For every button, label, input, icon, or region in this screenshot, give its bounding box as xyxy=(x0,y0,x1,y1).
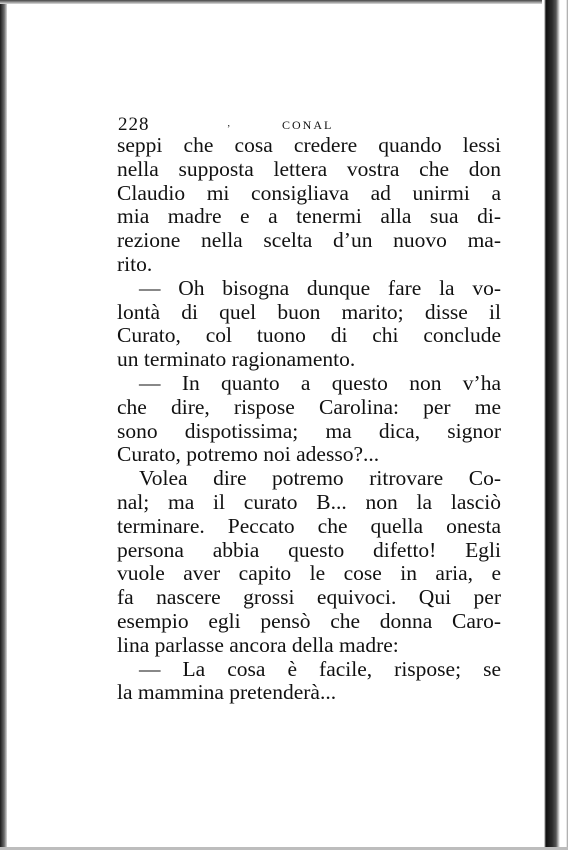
text-line: sono dispotissima; ma dica, signor xyxy=(117,418,501,443)
text-line: nella supposta lettera vostra che don xyxy=(117,156,501,181)
running-title: CONAL xyxy=(282,118,334,132)
page-number: 228 xyxy=(118,114,150,135)
text-line: Claudio mi consigliava ad unirmi a xyxy=(117,180,501,205)
text-line: rezione nella scelta d’un nuovo ma- xyxy=(117,228,501,253)
text-line: — In quanto a questo non v’ha xyxy=(139,370,501,395)
text-line: vuole aver capito le cose in aria, e xyxy=(117,561,501,586)
text-line: Volea dire potremo ritrovare Co- xyxy=(139,466,501,491)
text-line: — La cosa è facile, rispose; se xyxy=(139,656,501,681)
text-line: nal; ma il curato B... non la lasciò xyxy=(117,489,501,514)
text-line: un terminato ragionamento. xyxy=(117,347,356,372)
book-spine-edge xyxy=(542,0,568,850)
text-line: Curato, potremo noi adesso?... xyxy=(117,442,380,467)
text-line: lina parlasse ancora della madre: xyxy=(117,632,399,657)
body-text xyxy=(117,134,501,705)
text-line: che dire, rispose Carolina: per me xyxy=(117,394,501,419)
text-line: esempio egli pensò che donna Caro- xyxy=(117,608,501,633)
text-line: la mammina pretenderà... xyxy=(117,680,337,705)
text-line: mia madre e a tenermi alla sua di- xyxy=(117,204,501,229)
text-line: persona abbia questo difetto! Egli xyxy=(117,537,501,562)
text-line: rito. xyxy=(117,251,153,276)
text-line: lontà di quel buon marito; disse il xyxy=(117,299,501,324)
text-line: seppi che cosa credere quando lessi xyxy=(117,133,501,157)
text-line: fa nascere grossi equivoci. Qui per xyxy=(117,585,501,610)
text-line: Curato, col tuono di chi conclude xyxy=(117,323,501,348)
ink-speck: ʼ xyxy=(227,124,231,135)
text-line: terminare. Peccato che quella onesta xyxy=(117,513,501,538)
text-line: — Oh bisogna dunque fare la vo- xyxy=(139,275,501,300)
